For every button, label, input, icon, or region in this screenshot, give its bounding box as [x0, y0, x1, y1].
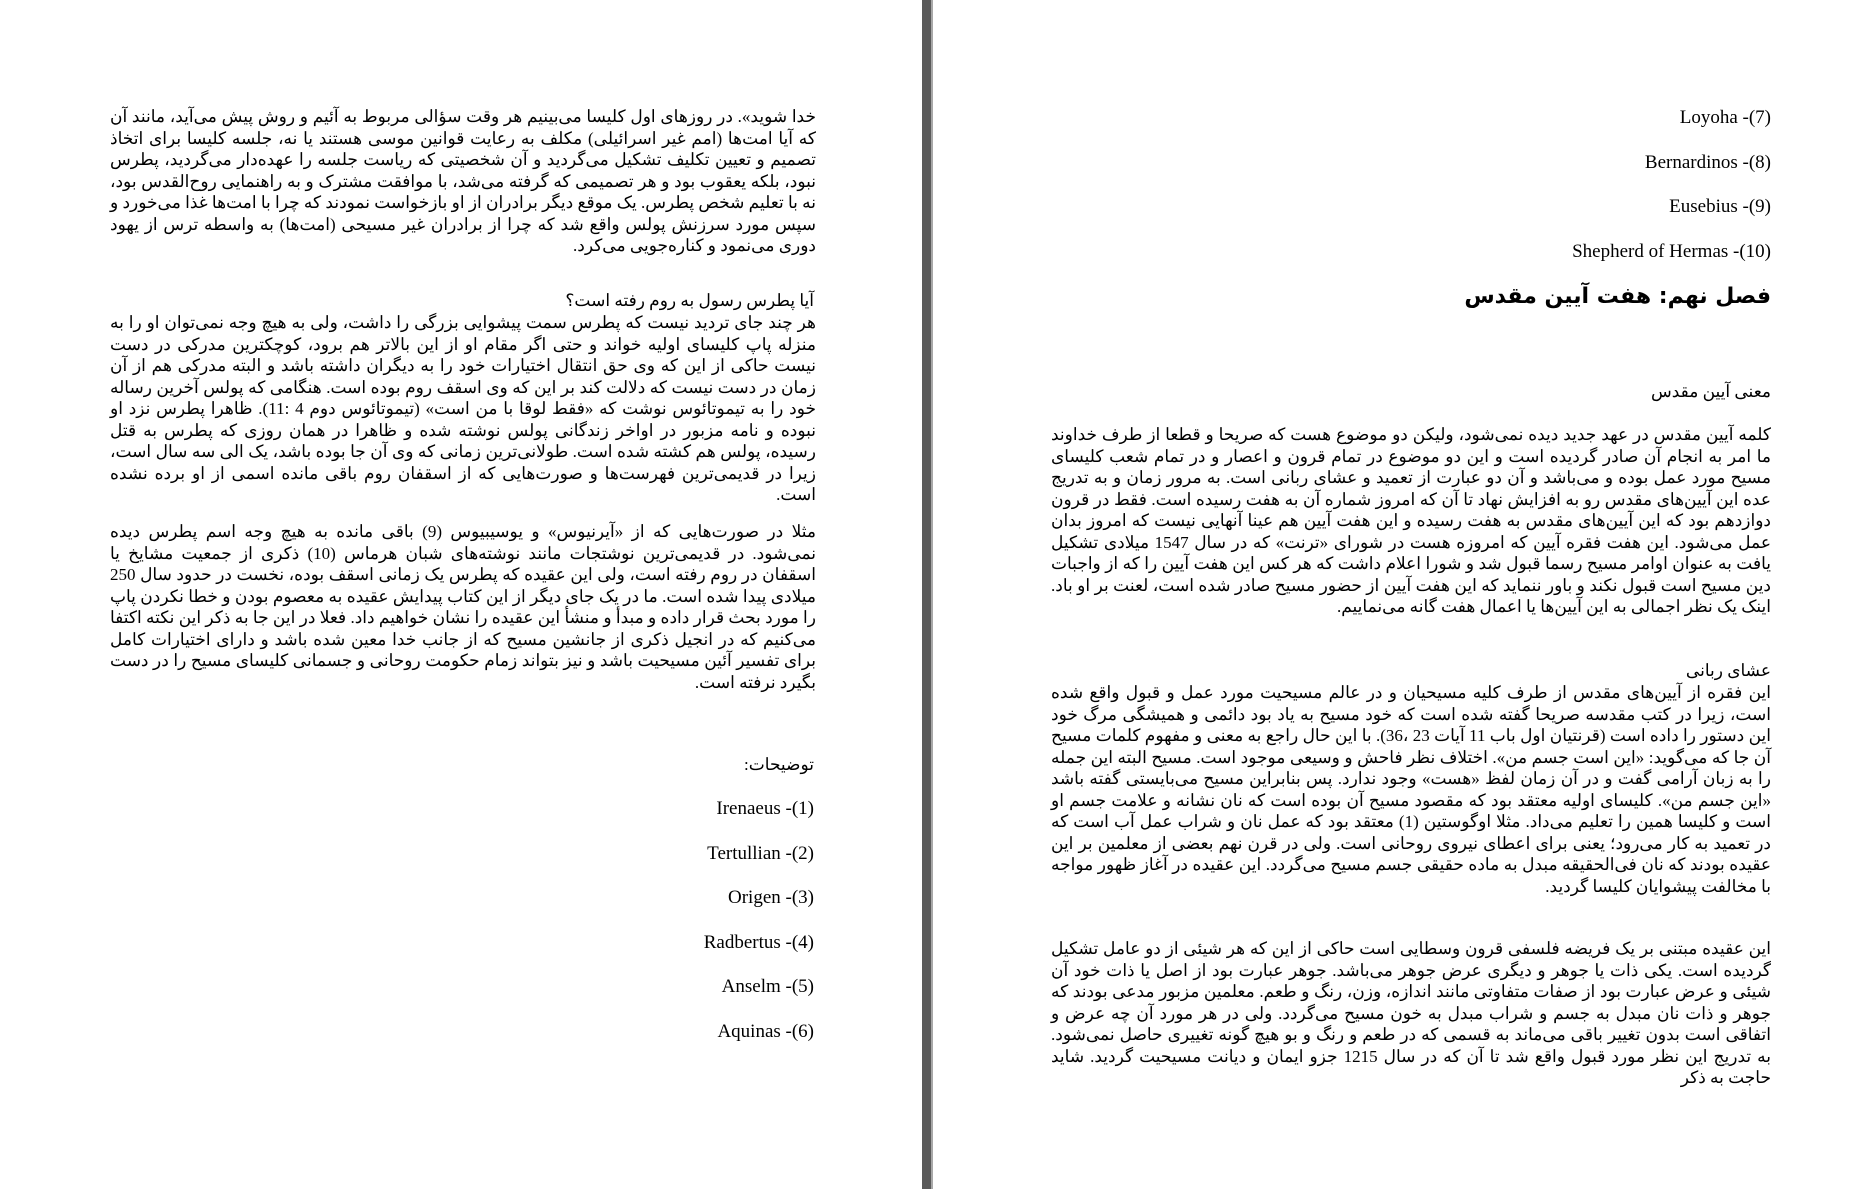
- section-heading-meaning: معنی آیین مقدس: [1650, 382, 1771, 401]
- chapter-title: فصل نهم: هفت آیین مقدس: [1464, 284, 1771, 309]
- footnote-item: Origen -(3): [728, 887, 814, 908]
- footnote-item: Bernardinos -(8): [1644, 151, 1771, 173]
- right-notes-list: [1451, 106, 1771, 284]
- footnote-item: Aquinas -(6): [717, 1020, 814, 1042]
- section-heading-peter-rome: آیا پطرس رسول به روم رفته است؟: [565, 291, 814, 310]
- footnote-item: Eusebius -(9): [1669, 196, 1771, 217]
- left-paragraph-church-council: خدا شوید». در روزهای اول کلیسا می‌بینیم هر وقت سؤالی مربوط به آئیم و روش پیش می‌آید، مانند آن که آیا امت‌ها (امم غیر اسرائیلی) مکلف به رعایت قوانین موسی هستند یا نه، جلسه کلیسا برای اتخاذ تصمیم و تعیین تکلیف تشکیل می‌گردید و آن شخصیتی که ریاست جلسه را عهده‌دار می‌گردید، پطرس نبود، بلکه یعقوب بود و هر تصمیمی که گرفته می‌شد، با موافقت مشترک و به راهنمایی روح‌القدس بود، نه با تعلیم شخص پطرس. یک موقع دیگر برادران از او بازخواست نمودند که چرا با امت‌ها غذا می‌خورد و سپس مورد سرزنش پولس واقع شد که چرا از برادران غیر مسیحی (امت‌ها) به واسطه ترس از یهود دوری می‌نمود و کناره‌جویی می‌کرد.: [110, 107, 816, 255]
- footnote-item: Tertullian -(2): [707, 842, 814, 864]
- footnote-item: Irenaeus -(1): [716, 798, 814, 819]
- left-notes-list: [514, 797, 814, 1064]
- footnote-item: Anselm -(5): [721, 976, 814, 997]
- right-paragraph-sacraments: کلمه آیین مقدس در عهد جدید دیده نمی‌شود، ولیکن دو موضوع هست که صریحا و قطعا از طرف خداوند ما امر به انجام آن صادر گردیده است و این دو موضوع در تمام قرون و اعصار و در تمام شعب کلیسای مسیح مورد عمل بوده و می‌باشد و آن دو عبارت از تعمید و عشای ربانی است. به مرور زمان و به تدریج عده این آیین‌های مقدس رو به افزایش نهاد تا آن که امروز شماره آن به هفت رسیده است. فقط در قرون دوازدهم بود که این آیین‌های مقدس به هفت رسیده و این هفت آیین هم عینا آنهایی نیست که امروز بدان عمل می‌شود. این هفت فقره آیین که امروزه هست در شورای «ترنت» که در سال 1547 میلادی تشکیل یافت به عنوان اوامر مسیح رسما قبول شد و شورا اعلام داشت که هر کس این هفت آیین را که از واجبات دین مسیح است قبول نکند و باور ننماید که این هفت آیین از حضور مسیح صادر شده است، لعنت بر او باد. اینک یک نظر اجمالی به این آیین‌ها یا اعمال هفت گانه می‌نماییم.: [1051, 425, 1772, 616]
- notes-heading: توضیحات:: [744, 755, 814, 774]
- right-page: [938, 0, 1852, 1189]
- right-paragraph-lords-supper: این فقره از آیین‌های مقدس از طرف کلیه مسیحیان و در عالم مسیحیت مورد عمل و قبول واقع شده است، زیرا در کتب مقدسه صریحا گفته شده است که خود مسیح به یاد بود دائمی و همیشگی مرگ خود این دستور را داده است (قرنتیان اول باب 11 آیات 23 ،36). با این حال راجع به معنی و مفهوم کلمات مسیح آن جا که می‌گوید: «این است جسم من». اختلاف نظر فاحش و وسیعی موجود است. مسیح البته این جمله را به زبان آرامی گفت و در آن زمان لفظ «هست» وجود ندارد. پس بنابراین مسیح می‌بایستی گفته باشد «این جسم من». کلیسای اولیه معتقد بود که مقصود مسیح آن بوده است که نان نشانه و علامت جسم او است و کلیسا همین را تعلیم می‌داد. مثلا اوگوستین (1) معتقد بود که عمل نان و شراب عمل آب است که در تعمید به کار می‌رود؛ یعنی برای اعطای نیروی روحانی است. ولی در قرن نهم بعضی از معلمین بر این عقیده بودند که نان فی‌الحقیقه مبدل به ماده حقیقی جسم مسیح می‌گردد. این عقیده در آغاز ظهور مواجه با مخالفت پیشوایان کلیسا گردید.: [1051, 683, 1771, 896]
- left-page: [0, 0, 920, 1189]
- left-paragraph-peter-leadership: هر چند جای تردید نیست که پطرس سمت پیشوایی بزرگی را داشت، ولی به هیچ وجه نمی‌توان او را به منزله پاپ کلیسای اولیه خواند و حتی اگر مقام او از این بالاتر هم برود، کوچکترین مدرکی در دست نیست حاکی از این که وی حق انتقال اختیارات خود را به دیگران داشته باشد و البته مدرکی هم از آن زمان در دست نیست که دلالت کند بر این که وی اسقف روم بوده است. هنگامی که پولس آخرین رساله خود را به تیموتائوس نوشت که «فقط لوقا با من است» (تیموتائوس دوم 4 :11). ظاهرا پطرس نزد او نبوده و نامه مزبور در اواخر زندگانی پولس نوشته شده و ظاهرا در همان روزی که پطرس به قتل رسیده، پولس هم کشته شده است. طولانی‌ترین زمانی که وی آن جا بوده باشد، یک الی سه سال است، زیرا در قدیمی‌ترین فهرست‌ها و صورت‌هایی که از اسقفان روم باقی مانده اسمی از او برده نشده است.: [110, 313, 816, 504]
- footnote-item: Loyoha -(7): [1679, 107, 1771, 128]
- footnote-item: Shepherd of Hermas -(10): [1572, 240, 1771, 262]
- left-paragraph-lists-of-bishops: مثلا در صورت‌هایی که از «آیرنیوس» و یوسیبیوس (9) باقی مانده به هیچ وجه اسم پطرس دیده نمی‌شود. در قدیمی‌ترین نوشتجات مانند نوشته‌های شبان هرماس (10) ذکری از جمعیت مشایخ یا اسقفان در روم رفته است، ولی این عقیده که پطرس یک زمانی اسقف بوده، نخست در حدود سال 250 میلادی پیدا شده است. ما در یک جای دیگر از این کتاب پیدایش عقیده به معصوم بودن و خطا نکردن پاپ را مورد بحث قرار داده و مبدأ و منشأ این عقیده را نشان خواهیم داد. فعلا در این جا به ذکر این نکته اکتفا می‌کنیم که در انجیل ذکری از جانشین مسیح که از جانب خدا معین شده باشد و دارای اختیارات کامل برای تفسیر آئین مسیحیت باشد و نیز بتواند زمام حکومت روحانی و جسمانی کلیسای مسیح را در دست بگیرد نرفته است.: [110, 522, 816, 692]
- right-paragraph-substance: این عقیده مبتنی بر یک فریضه فلسفی قرون وسطایی است حاکی از این که هر شیئی از دو عامل تشکیل گردیده است. یکی ذات یا جوهر و دیگری عرض جوهر می‌باشد. جوهر عبارت بود از اصل یا ذات خود آن شیئی و عرض عبارت بود از صفات متفاوتی مانند اندازه، وزن، رنگ و طعم. معلمین مزبور مدعی بودند که جوهر و ذات نان مبدل به جسم و شراب مبدل به خون مسیح می‌گردد. ولی در هر مورد آن چه عرض و اتفاقی است بدون تغییر باقی می‌ماند به قسمی که در طعم و رنگ و بو هیچ گونه تغییری حاصل نمی‌شود. به تدریج این نظر مورد قبول واقع شد تا آن که در سال 1215 جزو ایمان و دیانت مسیحیت گردید. شاید حاجت به ذکر: [1051, 939, 1771, 1087]
- page-divider-edge: [931, 0, 933, 1189]
- footnote-item: Radbertus -(4): [703, 931, 814, 953]
- page-divider: [922, 0, 931, 1189]
- section-heading-lords-supper: عشای ربانی: [1685, 661, 1771, 680]
